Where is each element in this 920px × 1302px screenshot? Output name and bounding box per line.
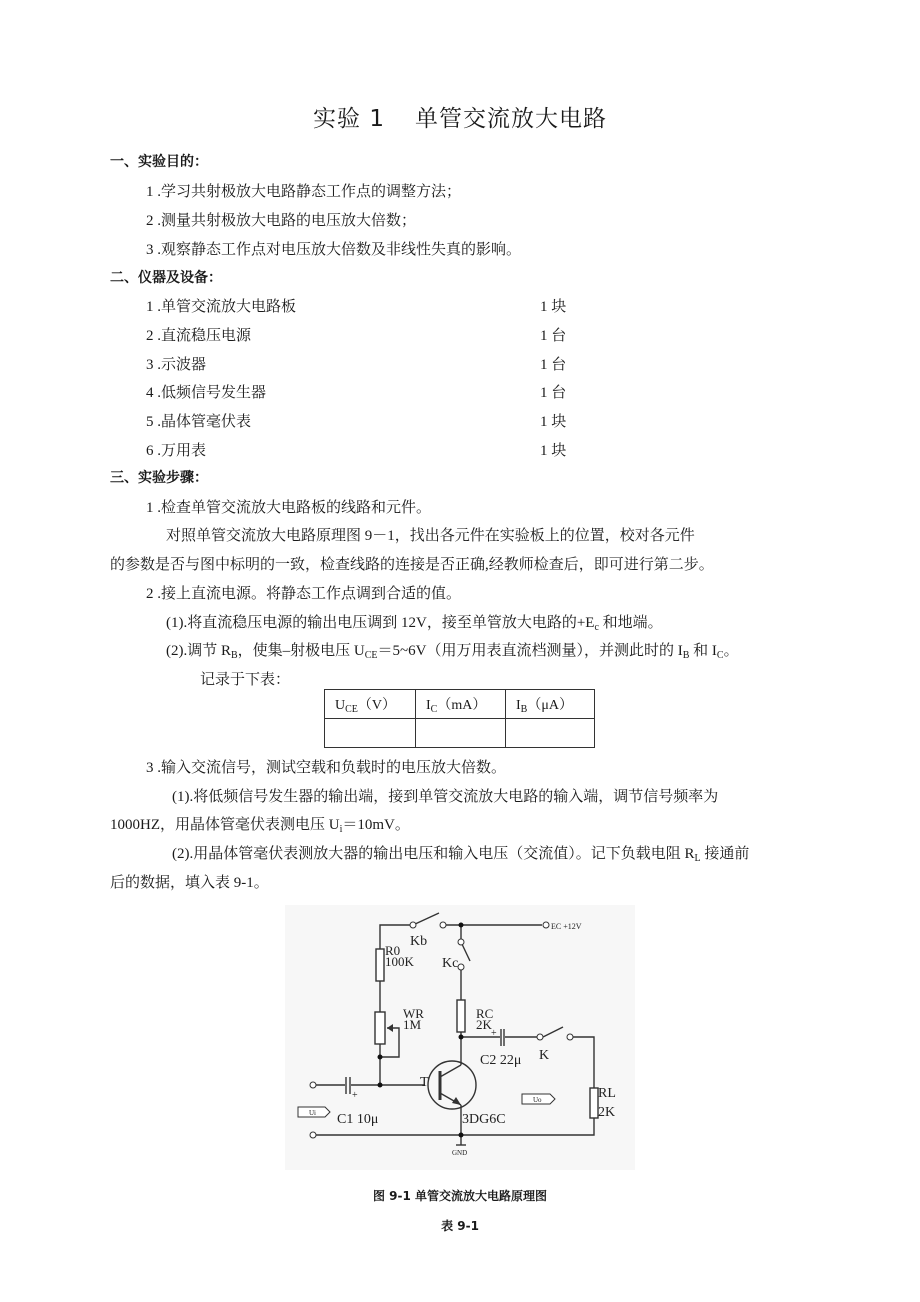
equipment-name: 5 .晶体管毫伏表 — [146, 414, 252, 430]
step-3-2 — [172, 842, 749, 863]
objective-item: 3 .观察静态工作点对电压放大倍数及非线性失真的影响。 — [146, 242, 522, 258]
label-k: K — [539, 1048, 550, 1063]
subscript: B — [231, 650, 238, 661]
step-2-1 — [166, 611, 663, 632]
label-wr: WR — [403, 1006, 424, 1021]
text: ＝5~6V（用万用表直流档测量），并测此时的 I — [377, 643, 683, 659]
label-ec: EC +12V — [551, 922, 582, 931]
text: I — [516, 698, 521, 713]
subscript: B — [520, 704, 528, 715]
text: 1000HZ，用晶体管毫伏表测电压 U — [110, 817, 340, 833]
record-table — [324, 689, 595, 748]
step-2: 2 .接上直流电源。将静态工作点调到合适的值。 — [146, 586, 462, 602]
text: (2).用晶体管毫伏表测放大器的输出电压和输入电压（交流值）。记下负载电阻 R — [172, 846, 695, 862]
table-cell-ic[interactable] — [416, 719, 506, 748]
text: 接通前 — [700, 846, 750, 862]
label-c2: C2 22μ — [480, 1053, 522, 1068]
text: 。 — [723, 643, 739, 659]
label-kb: Kb — [410, 934, 428, 949]
label-c1: C1 10μ — [337, 1112, 379, 1127]
step-3-2-cont: 后的数据，填入表 9-1。 — [110, 875, 269, 891]
text: U — [335, 698, 346, 713]
text: (1).将直流稳压电源的输出电压调到 12V，接至单管放大电路的+E — [166, 615, 595, 631]
subscript: CE — [364, 650, 378, 661]
figure-caption: 图 9-1 单管交流放大电路原理图 — [372, 1189, 548, 1203]
page-title — [0, 100, 920, 133]
title-name: 单管交流放大电路 — [414, 106, 607, 132]
text: 和 I — [689, 643, 717, 659]
table-cell-uce[interactable] — [325, 719, 416, 748]
equipment-qty: 1 台 — [540, 328, 567, 344]
subscript: C — [716, 650, 724, 661]
equipment-qty: 1 台 — [540, 357, 567, 373]
circuit-diagram — [285, 905, 635, 1170]
label-gnd: GND — [452, 1149, 468, 1157]
label-rl-value: 2K — [598, 1105, 616, 1120]
subscript: B — [682, 650, 690, 661]
step-3-1-cont — [110, 813, 410, 834]
text: （mA） — [437, 698, 487, 713]
objective-item: 1 .学习共射极放大电路静态工作点的调整方法； — [146, 184, 462, 200]
text: ，使集–射极电压 U — [237, 643, 365, 659]
section-heading-objectives: 一、实验目的： — [110, 154, 208, 170]
step-1-description: 对照单管交流放大电路原理图 9－1，找出各元件在实验板上的位置，校对各元件 — [166, 528, 695, 544]
label-wr-value: 1M — [403, 1017, 422, 1032]
label-r0-value: 100K — [385, 954, 414, 969]
header-uce — [325, 690, 416, 719]
label-ui: Ui — [309, 1109, 316, 1117]
subscript: CE — [345, 704, 358, 715]
table-header-row — [325, 690, 595, 719]
label-t: T — [420, 1075, 429, 1090]
subscript: C — [430, 704, 438, 715]
label-c2-plus: + — [491, 1028, 497, 1039]
record-label: 记录于下表： — [200, 672, 291, 688]
text: （μA） — [527, 698, 573, 713]
equipment-name: 1 .单管交流放大电路板 — [146, 299, 297, 315]
section-heading-equipment: 二、仪器及设备： — [110, 270, 222, 286]
subscript: c — [594, 622, 599, 633]
step-2-2 — [166, 639, 739, 660]
step-1: 1 .检查单管交流放大电路板的线路和元件。 — [146, 500, 432, 516]
label-kc: Kc — [442, 956, 459, 971]
label-rc: RC — [476, 1006, 494, 1021]
equipment-name: 4 .低频信号发生器 — [146, 385, 267, 401]
header-ic — [416, 690, 506, 719]
equipment-name: 3 .示波器 — [146, 357, 207, 373]
text: 和地端。 — [598, 615, 663, 631]
table-row — [325, 719, 595, 748]
label-rl: RL — [598, 1086, 616, 1101]
equipment-name: 6 .万用表 — [146, 443, 207, 459]
text: (2).调节 R — [166, 643, 231, 659]
subscript: L — [694, 853, 701, 864]
equipment-qty: 1 块 — [540, 299, 567, 315]
label-r0: R0 — [385, 943, 401, 958]
label-uo: Uo — [533, 1096, 542, 1104]
equipment-name: 2 .直流稳压电源 — [146, 328, 252, 344]
step-1-description-cont: 的参数是否与图中标明的一致，检查线路的连接是否正确,经教师检查后，即可进行第二步。 — [110, 557, 714, 573]
section-heading-steps: 三、实验步骤： — [110, 470, 208, 486]
title-number: 实验 1 — [313, 106, 385, 132]
subscript: i — [339, 824, 343, 835]
text: ＝10mV。 — [342, 817, 410, 833]
label-transistor: 3DG6C — [462, 1112, 506, 1127]
equipment-qty: 1 台 — [540, 385, 567, 401]
table-cell-ib[interactable] — [506, 719, 595, 748]
equipment-qty: 1 块 — [540, 443, 567, 459]
equipment-qty: 1 块 — [540, 414, 567, 430]
step-3-1: (1).将低频信号发生器的输出端，接到单管交流放大电路的输入端，调节信号频率为 — [172, 789, 719, 805]
label-c1-plus: + — [352, 1090, 358, 1101]
header-ib — [506, 690, 595, 719]
text: （V） — [357, 698, 397, 713]
step-3: 3 .输入交流信号，测试空载和负载时的电压放大倍数。 — [146, 760, 507, 776]
objective-item: 2 .测量共射极放大电路的电压放大倍数； — [146, 213, 417, 229]
label-rc-value: 2K — [476, 1017, 492, 1032]
table-caption: 表 9-1 — [441, 1219, 479, 1233]
text: I — [426, 698, 431, 713]
